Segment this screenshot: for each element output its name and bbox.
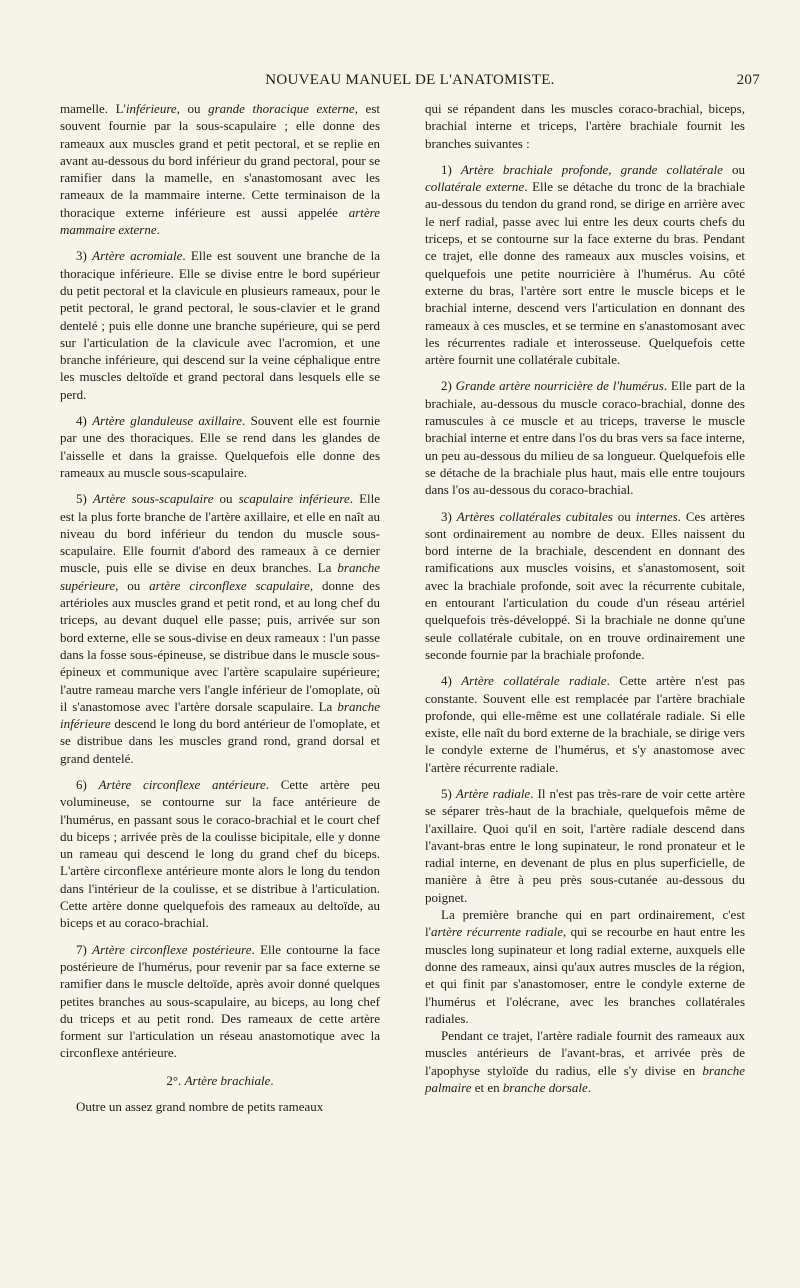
italic-term: Artère acromiale xyxy=(92,248,183,264)
text-run: , est souvent fournie par la sous-scapulaire ; elle donne des rameaux aux muscles grand et petit pectoral, et se replie en avant au-dessous du bord inférieur du grand pectoral, pour se ramifier dans la mamelle, en s'anastomosant avec les rameaux de la mammaire interne. Cette terminaison de la thoracique externe inférieure est aussi appelée xyxy=(60,101,380,220)
paragraph xyxy=(425,672,745,776)
text-run: . Elle est souvent une branche de la thoracique inférieure. Elle se divise entre le bord supérieur du petit pectoral et la clavicule en plusieurs rameaux, pour le petit pectoral, le grand pectoral, le sous-clavier et le grand dentelé ; puis elle donne une branche supérieure, qui se perd sur l'articulation de la clavicule avec l'acromion, et une branche inférieure, qui descend sur la veine céphalique entre les muscles deltoïde et grand pectoral dans lesquels elle se perd. xyxy=(60,248,380,402)
italic-term: artère récurrente radiale xyxy=(430,924,563,940)
paragraph xyxy=(425,161,745,369)
italic-term: scapulaire inférieure xyxy=(238,491,350,507)
text-run: 1) xyxy=(441,161,461,177)
running-header xyxy=(60,72,760,96)
italic-term: Artère brachiale xyxy=(184,1072,271,1088)
text-run: 5) xyxy=(441,785,456,801)
italic-term: grande thoracique externe xyxy=(208,101,355,116)
text-run: . Il n'est pas très-rare de voir cette artère se séparer très-haut de la brachiale, quelquefois même de l'axillaire. Quoi qu'il en soit, l'artère radiale descend dans l'avant-bras entre le long supinateur, le rond pronateur et le radial interne, en devenant de plus en plus superficielle, de manière à être à peu près sous-cutanée au-dessous du poignet. xyxy=(425,785,745,905)
text-run: 5) xyxy=(76,491,93,507)
italic-term: artère mammaire externe xyxy=(60,204,380,238)
text-run: . Souvent elle est fournie par une des thoraciques. Elle se rend dans les glandes de l'aisselle et dans la graisse. Quelquefois elle donne des rameaux au muscle sous-scapulaire. xyxy=(60,413,380,480)
paragraph xyxy=(425,377,745,498)
paragraph xyxy=(60,1098,380,1115)
text-run: 2°. xyxy=(166,1072,185,1088)
text-run: La première branche qui en part ordinairement, c'est l' xyxy=(425,907,745,940)
text-run: 6) xyxy=(76,776,99,792)
paragraph xyxy=(425,785,745,906)
text-run: descend le long du bord antérieur de l'omoplate, et se distribue dans les muscles grand rond, grand dorsal et grand dentelé. xyxy=(60,716,380,766)
paragraph xyxy=(425,100,745,152)
text-run: , ou xyxy=(115,577,150,593)
paragraph xyxy=(60,100,380,238)
paragraph xyxy=(60,490,380,767)
italic-term: Artère brachiale profonde, grande collatérale xyxy=(460,161,723,177)
italic-term: artère circonflexe scapulaire xyxy=(149,577,310,593)
text-run: . xyxy=(270,1072,274,1088)
text-run: 4) xyxy=(441,673,462,689)
paragraph xyxy=(425,1027,745,1096)
text-run: . Cette artère n'est pas constante. Souvent elle est remplacée par l'artère brachiale profonde, qui elle-même est une collatérale radiale. Si elle existe, elle naît du bord externe de la brachiale, se dirige vers le condyle externe de l'humérus, et s'y anastomose avec l'artère récurrente radiale. xyxy=(425,673,745,775)
text-run: . xyxy=(587,1080,591,1096)
text-run: 2) xyxy=(441,378,456,394)
paragraph xyxy=(60,412,380,481)
italic-term: Artères collatérales cubitales xyxy=(456,508,613,524)
paragraph xyxy=(60,247,380,403)
paragraph xyxy=(60,776,380,932)
section-heading xyxy=(60,1072,380,1089)
italic-term: internes xyxy=(635,508,678,524)
text-run: qui se répandent dans les muscles coraco-brachial, biceps, brachial interne et triceps, l'artère brachiale fournit les branches suivantes : xyxy=(425,101,745,151)
italic-term: Artère sous-scapulaire xyxy=(92,491,214,507)
italic-term: inférieure xyxy=(125,101,177,116)
text-run: et en xyxy=(471,1080,503,1096)
italic-term: collatérale externe xyxy=(425,179,525,195)
header-title: NOUVEAU MANUEL DE L'ANATOMISTE. xyxy=(265,72,555,88)
text-run: 7) xyxy=(76,941,93,957)
text-column-right xyxy=(425,100,745,1096)
text-run: 3) xyxy=(441,508,457,524)
italic-term: Artère circonflexe antérieure xyxy=(98,776,266,792)
text-run: mamelle. L' xyxy=(60,101,126,116)
text-run: ou xyxy=(722,161,745,177)
text-run: , qui se recourbe en haut entre les muscles long supinateur et long radial externe, auxquels elle donne des rameaux, ainsi qu'aux autres muscles de la région, et qui finit par s'anastomoser, entre le condyle externe de l'humérus et l'olécrane, avec les branches collatérales radiales. xyxy=(425,924,746,1026)
text-run: . xyxy=(156,222,160,238)
text-run: . Elle est la plus forte branche de l'artère axillaire, et elle en naît au niveau du bord inférieur du tendon du muscle sous-scapulaire. Elle fournit d'abord des rameaux à ce dernier muscle, puis elle se divise en deux branches. La xyxy=(60,491,380,576)
text-run: . Cette artère peu volumineuse, se contourne sur la face antérieure de l'humérus, en passant sous le coraco-brachial et le court chef du biceps ; arrivée près de la coulisse bicipitale, elle y donne un rameau qui descend le long du grand chef du biceps. L'artère circonflexe antérieure monte alors le long du tendon dans l'intérieur de la coulisse, et se distribue à l'articulation. Cette artère donne quelquefois des rameaux au deltoïde, au biceps et au coraco-brachial. xyxy=(60,776,380,931)
text-run: . Elle contourne la face postérieure de l'humérus, pour revenir par sa face externe se ramifier dans le muscle deltoïde, après avoir donné quelques petites branches au sous-scapulaire, au biceps, au long chef du triceps et au petit rond. Des rameaux de cette artère forment sur l'articulation un réseau anastomotique avec la circonflexe antérieure. xyxy=(60,941,380,1061)
italic-term: Grande artère nourricière de l'humérus xyxy=(455,378,664,394)
italic-term: Artère radiale xyxy=(455,785,531,801)
paragraph xyxy=(60,941,380,1062)
italic-term: branche palmaire xyxy=(425,1062,745,1096)
paragraph xyxy=(425,906,745,1027)
text-run: Outre un assez grand nombre de petits rameaux xyxy=(76,1099,324,1115)
text-run: 4) xyxy=(76,413,93,429)
text-run: , donne des artérioles aux muscles grand et petit rond, et au long chef du triceps, au devant duquel elle passe; puis, arrivée sur son bord externe, elle se sous-divise en deux rameaux : l'un passe dans la fosse sous-épineuse, se distribue dans le muscle sous-épineux et communique avec l'artère scapulaire supérieure; l'autre rameau marche vers l'angle inférieur de l'omoplate, où il s'anastomose avec l'artère dorsale scapulaire. La xyxy=(60,577,381,714)
text-run: , ou xyxy=(176,101,209,116)
text-run: . Elle se détache du tronc de la brachiale au-dessous du tendon du grand rond, se dirige en arrière avec le nerf radial, passe avec lui entre les deux courts chefs du triceps, et se contourne sur la face externe du bras. Pendant ce trajet, elle donne des rameaux aux muscles voisins, et quelquefois une petite nourricière à l'humérus. Au côté externe du bras, l'artère sort entre le muscle biceps et le brachial interne, descend vers l'articulation en donnant des rameaux à ces muscles, et se termine en s'anastomosant avec les récurrentes radiale et interosseuse. Quelquefois cette artère fournit une collatérale cubitale. xyxy=(425,179,745,368)
page-number: 207 xyxy=(736,72,760,88)
text-run: . Elle part de la brachiale, au-dessous du muscle coraco-brachial, donne des ramuscules à ce muscle et au triceps, traverse le muscle brachial interne et entre dans l'os du bras vers sa face interne, un peu au-dessous du milieu de sa longueur. Quelquefois elle se détache de la brachiale plus haut, mais elle entre toujours dans l'os au-dessous du coraco-brachial. xyxy=(425,378,745,498)
italic-term: Artère glanduleuse axillaire xyxy=(92,413,242,429)
italic-term: Artère circonflexe postérieure xyxy=(92,941,252,957)
text-run: 3) xyxy=(76,248,93,264)
italic-term: branche inférieure xyxy=(60,698,380,732)
text-run: . Ces artères sont ordinairement au nombre de deux. Elles naissent du bord interne de la brachiale, descendent en donnant des ramifications aux muscles voisins, et s'anastomosent, soit avec la brachiale profonde, soit avec la récurrente cubitale, en entourant l'articulation du coude d'un réseau artériel quelquefois très-développé. Si la brachiale ne donne qu'une seule collatérale cubitale, on en trouve ordinairement une seconde fournie par la brachiale profonde. xyxy=(425,508,745,662)
italic-term: Artère collatérale radiale xyxy=(461,673,607,689)
italic-term: branche dorsale xyxy=(502,1080,588,1096)
text-run: ou xyxy=(213,491,239,507)
text-run: ou xyxy=(612,508,636,524)
italic-term: branche supérieure xyxy=(60,560,380,593)
text-column-left xyxy=(60,100,380,1115)
text-run: Pendant ce trajet, l'artère radiale fournit des rameaux aux muscles antérieurs de l'avant-bras, et arrivée près de l'apophyse styloïde du radius, elle s'y divise en xyxy=(425,1028,745,1078)
paragraph xyxy=(425,508,745,664)
